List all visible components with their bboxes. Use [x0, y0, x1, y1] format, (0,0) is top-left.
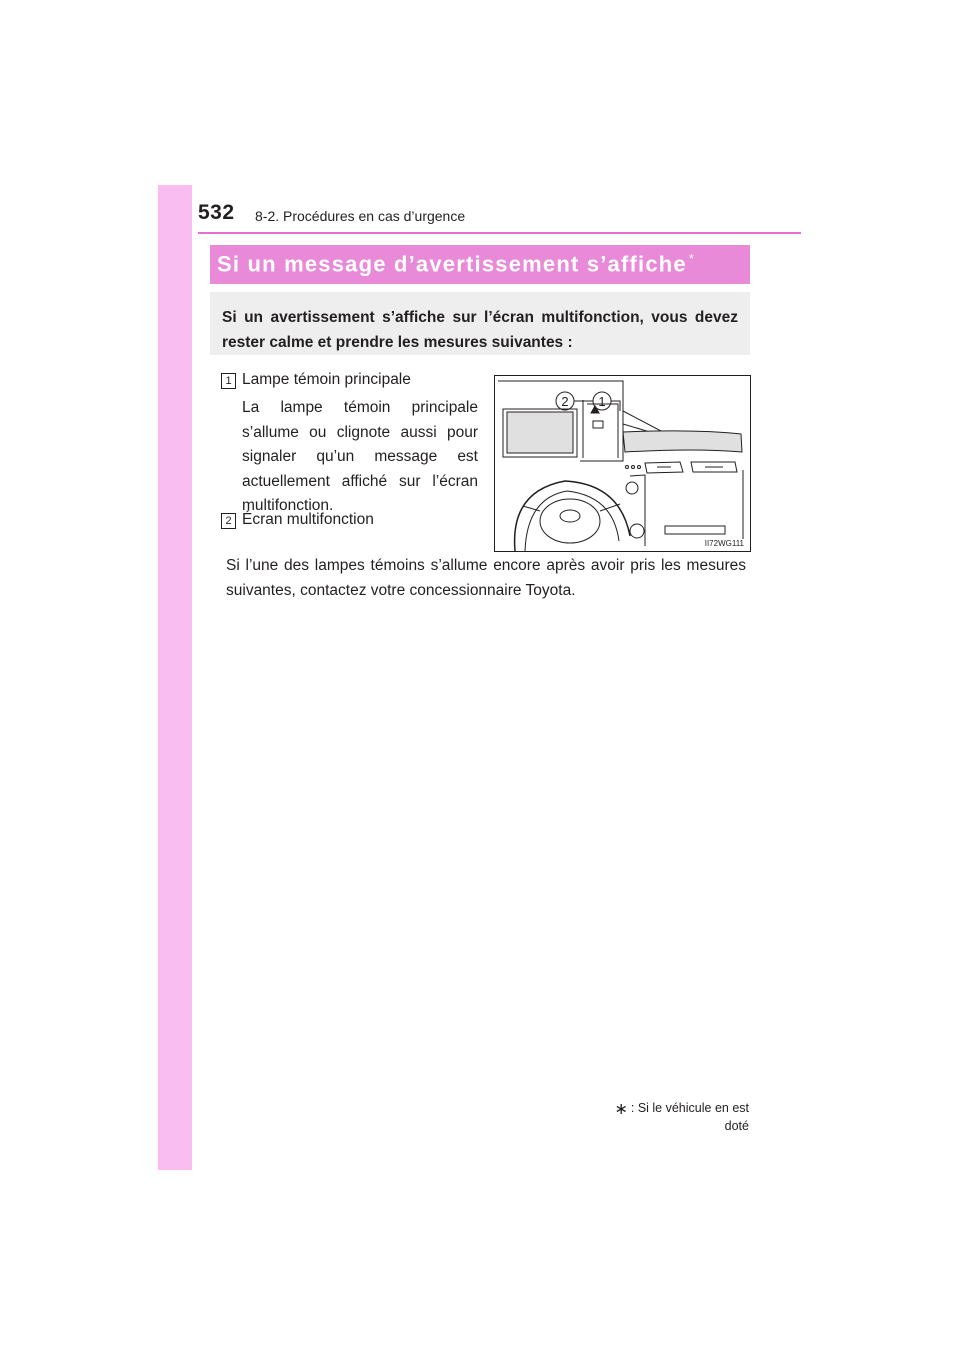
callout-leader-1 [611, 401, 620, 411]
intro-text: Si un avertissement s’affiche sur l’écran multifonction, vous devez rester calme et prendre les mesures suivantes : [222, 309, 738, 351]
item-number-1: 1 [221, 373, 236, 389]
multifunction-display-screen [507, 412, 573, 453]
header-rule [198, 232, 801, 234]
section-title-bar [210, 245, 750, 284]
figure-code: II72WG111 [704, 539, 744, 548]
control-knob [626, 482, 638, 494]
dashboard-drawing [495, 376, 750, 551]
item-title-2: Écran multifonction [242, 511, 374, 528]
steering-wheel-hub [540, 499, 600, 543]
callout-circle-1 [593, 392, 611, 410]
callout-2-label: 2 [561, 394, 569, 409]
page-number: 532 [198, 201, 235, 224]
bottom-paragraph: Si l’une des lampes témoins s’allume encore après avoir pris les mesures suivantes, contactez votre concessionnaire Toyota. [226, 557, 746, 599]
instrument-panel [583, 400, 618, 458]
item-title-1: Lampe témoin principale [242, 371, 411, 388]
steering-spoke-right [600, 504, 620, 511]
dashboard-top [623, 431, 742, 452]
section-title-text: Si un message d’avertissement s’affiche [217, 251, 687, 277]
steering-emblem [560, 510, 580, 522]
shift-knob [630, 524, 644, 538]
item-body-1: La lampe témoin principale s’allume ou clignote aussi pour signaler qu’un message est actuellement affiché sur l’écran multifonction. [242, 399, 478, 514]
callout-circle-2 [556, 392, 574, 410]
chapter-side-tab [158, 185, 192, 1170]
intro-box [210, 292, 750, 355]
callout-1-label: 1 [598, 394, 606, 409]
console-panel [665, 526, 725, 534]
item-number-2: 2 [221, 513, 236, 529]
title-footnote-mark: * [688, 251, 696, 266]
warning-label-box [593, 421, 603, 428]
dashboard-illustration [494, 375, 751, 552]
footnote-mark: ∗ [614, 1101, 628, 1118]
center-console [630, 470, 743, 546]
steering-wheel-inner [525, 491, 619, 551]
section-label: 8-2. Procédures en cas d’urgence [255, 208, 466, 224]
footnote [589, 1099, 749, 1133]
section-title [217, 251, 695, 277]
footnote-text: : Si le véhicule en est doté [630, 1101, 749, 1133]
